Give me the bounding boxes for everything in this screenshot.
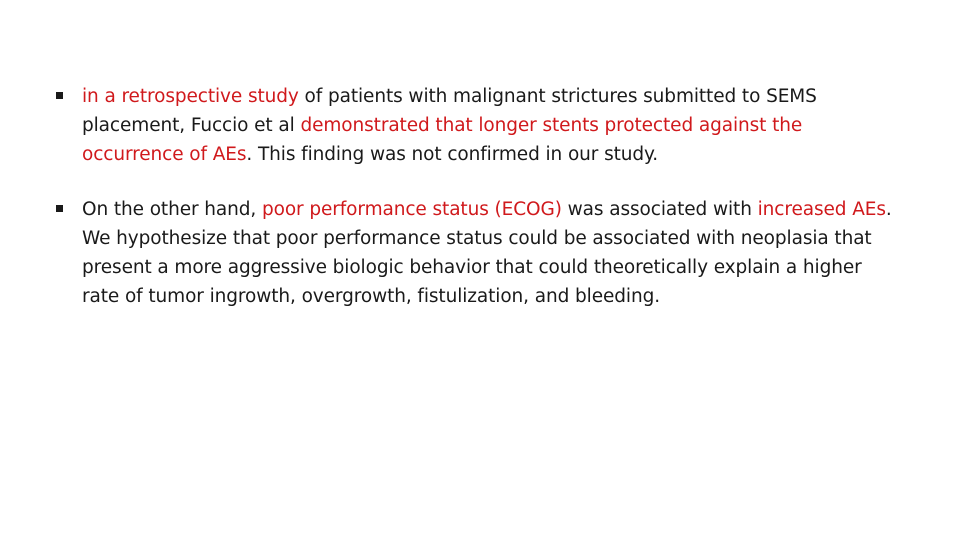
bullet-text bbox=[82, 199, 892, 307]
highlight-poor-performance-status: poor performance status (ECOG) bbox=[261, 199, 562, 220]
text-segment: . We hypothesize that poor performance status could be associated with neoplasia that present a more aggressive biologic behavior that could theoretically explain a higher rate of tumor ingrowth, overgrowth, fistulization, and bleeding. bbox=[82, 199, 892, 307]
bullet-text bbox=[82, 86, 817, 165]
text-segment: of patients with malignant strictures submitted to SEMS placement, Fuccio et al bbox=[82, 86, 817, 136]
bullet-item-retrospective-study bbox=[56, 82, 896, 169]
text-segment: On the other hand, bbox=[82, 199, 262, 220]
text-segment: . This finding was not confirmed in our study. bbox=[246, 144, 659, 165]
highlight-retrospective-study: in a retrospective study bbox=[82, 86, 299, 107]
bullet-item-performance-status bbox=[56, 195, 896, 311]
square-bullet-icon bbox=[56, 205, 63, 212]
highlight-longer-stents: demonstrated that longer stents protected against the occurrence of AEs bbox=[82, 115, 803, 165]
bullet-list bbox=[56, 82, 896, 337]
text-segment: was associated with bbox=[561, 199, 758, 220]
square-bullet-icon bbox=[56, 92, 63, 99]
highlight-increased-aes: increased AEs bbox=[757, 199, 886, 220]
